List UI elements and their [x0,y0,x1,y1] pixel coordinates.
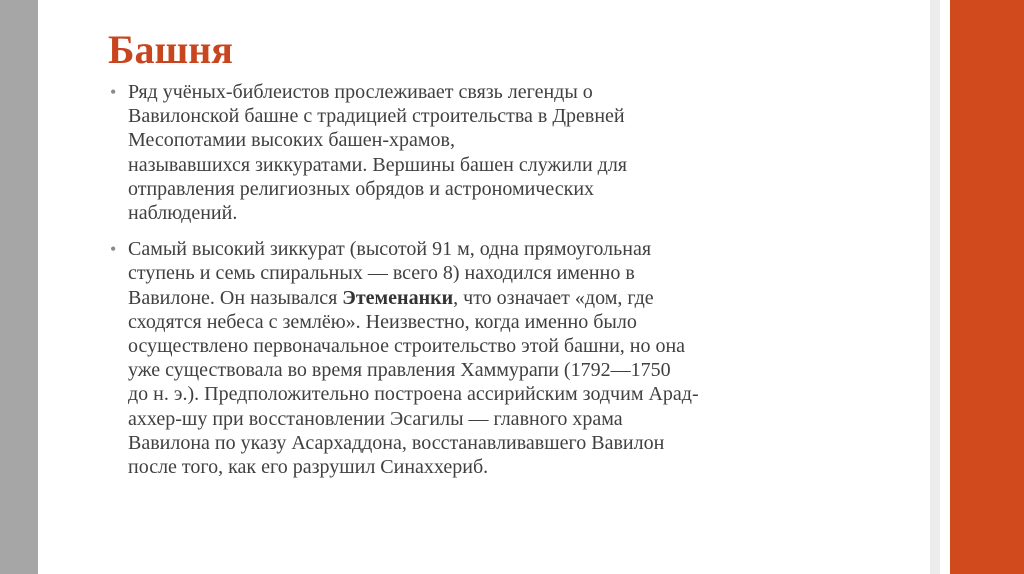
bullet-1-line: Месопотамии высоких башен-храмов, [128,129,455,152]
slide-title: Башня [108,27,233,72]
right-accent-bar [950,0,1024,574]
bullet-1-line: наблюдений. [128,202,238,225]
bullet-1-line: Ряд учёных-библеистов прослеживает связь легенды о [128,81,593,103]
bullet-2-line: после того, как его разрушил Синаххериб. [128,456,489,479]
bullet-2-line: до н. э.). Предположительно построена ассирийским зодчим Арад- [128,383,699,406]
bullet-2-line: Самый высокий зиккурат (высотой 91 м, одна прямоугольная [128,238,652,261]
bullet-list [108,80,828,491]
etemenanki-bold-term: Этеменанки [342,286,454,309]
bullet-1-line: Вавилонской башне с традицией строительства в Древней [128,105,625,128]
bullet-1-line: называвшихся зиккуратами. Вершины башен служили для [128,153,628,176]
bullet-2-text-suffix: , что означает «дом, где [453,286,654,309]
bullet-item-2 [108,237,828,479]
bullet-item-1 [108,80,828,225]
bullet-2-text-prefix: Вавилоне. Он назывался [128,286,343,309]
bullet-2-line: осуществлено первоначальное строительство этой башни, но она [128,335,686,358]
bullet-1-line: отправления религиозных обрядов и астрономических [128,177,595,200]
bullet-marker: • [110,239,117,260]
right-decor-strip [930,0,940,574]
bullet-2-line: Вавилона по указу Асархаддона, восстанавливавшего Вавилон [128,431,665,454]
left-decor-bar [0,0,38,574]
bullet-2-line: ступень и семь спиральных — всего 8) находился именно в [128,262,635,285]
bullet-2-line: уже существовала во время правления Хаммурапи (1792—1750 [128,359,671,382]
bullet-marker: • [110,82,117,102]
bullet-2-line: сходятся небеса с землёю». Неизвестно, когда именно было [128,310,637,333]
bullet-2-line: аххер-шу при восстановлении Эсагилы — главного храма [128,407,623,430]
bullet-2-line-with-bold [128,286,828,310]
